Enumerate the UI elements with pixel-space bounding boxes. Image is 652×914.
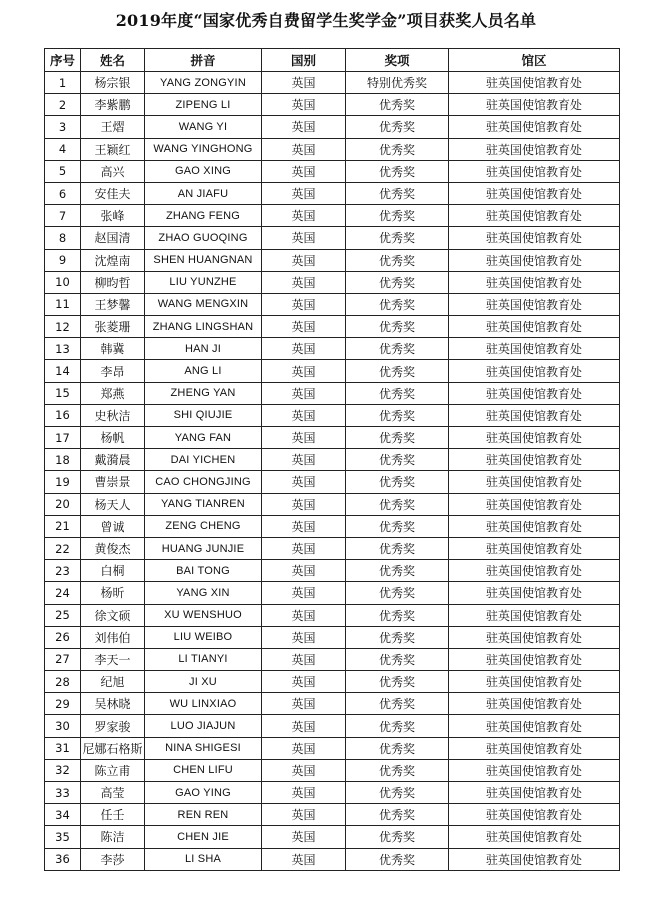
cell-country: 英国 xyxy=(262,826,346,848)
table-row xyxy=(45,848,620,870)
award-winners-table xyxy=(44,48,620,871)
cell-index: 22 xyxy=(45,537,81,559)
cell-index: 21 xyxy=(45,515,81,537)
cell-award: 优秀奖 xyxy=(346,848,449,870)
cell-pinyin: LIU WEIBO xyxy=(145,626,262,648)
cell-pinyin: LI TIANYI xyxy=(145,648,262,670)
table-row xyxy=(45,804,620,826)
header-country: 国别 xyxy=(262,49,346,72)
cell-award: 优秀奖 xyxy=(346,116,449,138)
cell-country: 英国 xyxy=(262,560,346,582)
cell-pinyin: GAO XING xyxy=(145,160,262,182)
cell-name: 赵国清 xyxy=(81,227,145,249)
cell-index: 27 xyxy=(45,648,81,670)
cell-award: 优秀奖 xyxy=(346,138,449,160)
table-row xyxy=(45,227,620,249)
table-row xyxy=(45,404,620,426)
cell-country: 英国 xyxy=(262,449,346,471)
cell-award: 优秀奖 xyxy=(346,227,449,249)
cell-name: 王熠 xyxy=(81,116,145,138)
cell-pinyin: JI XU xyxy=(145,671,262,693)
cell-country: 英国 xyxy=(262,848,346,870)
cell-name: 尼娜石格斯 xyxy=(81,737,145,759)
table-header-row xyxy=(45,49,620,72)
cell-country: 英国 xyxy=(262,648,346,670)
cell-country: 英国 xyxy=(262,316,346,338)
cell-index: 9 xyxy=(45,249,81,271)
table-row xyxy=(45,560,620,582)
cell-name: 陈立甫 xyxy=(81,759,145,781)
cell-name: 史秋洁 xyxy=(81,404,145,426)
cell-country: 英国 xyxy=(262,715,346,737)
cell-country: 英国 xyxy=(262,72,346,94)
cell-office: 驻英国使馆教育处 xyxy=(449,227,620,249)
cell-office: 驻英国使馆教育处 xyxy=(449,648,620,670)
table-row xyxy=(45,382,620,404)
table-row xyxy=(45,449,620,471)
table-row xyxy=(45,249,620,271)
cell-name: 柳昀哲 xyxy=(81,271,145,293)
table-row xyxy=(45,293,620,315)
cell-index: 7 xyxy=(45,205,81,227)
cell-name: 罗家骏 xyxy=(81,715,145,737)
cell-index: 29 xyxy=(45,693,81,715)
cell-award: 优秀奖 xyxy=(346,626,449,648)
cell-award: 优秀奖 xyxy=(346,826,449,848)
cell-index: 2 xyxy=(45,94,81,116)
cell-office: 驻英国使馆教育处 xyxy=(449,671,620,693)
cell-pinyin: ZHANG FENG xyxy=(145,205,262,227)
table-row xyxy=(45,116,620,138)
cell-office: 驻英国使馆教育处 xyxy=(449,382,620,404)
cell-pinyin: LIU YUNZHE xyxy=(145,271,262,293)
cell-pinyin: WU LINXIAO xyxy=(145,693,262,715)
table-row xyxy=(45,737,620,759)
cell-name: 杨昕 xyxy=(81,582,145,604)
cell-pinyin: YANG FAN xyxy=(145,427,262,449)
cell-index: 8 xyxy=(45,227,81,249)
header-office: 馆区 xyxy=(449,49,620,72)
cell-index: 10 xyxy=(45,271,81,293)
cell-name: 王颖红 xyxy=(81,138,145,160)
cell-index: 1 xyxy=(45,72,81,94)
cell-award: 优秀奖 xyxy=(346,515,449,537)
cell-office: 驻英国使馆教育处 xyxy=(449,737,620,759)
table-row xyxy=(45,671,620,693)
cell-pinyin: BAI TONG xyxy=(145,560,262,582)
cell-pinyin: GAO YING xyxy=(145,782,262,804)
cell-name: 任壬 xyxy=(81,804,145,826)
table-row xyxy=(45,537,620,559)
cell-country: 英国 xyxy=(262,382,346,404)
cell-office: 驻英国使馆教育处 xyxy=(449,138,620,160)
cell-pinyin: YANG ZONGYIN xyxy=(145,72,262,94)
cell-pinyin: YANG TIANREN xyxy=(145,493,262,515)
cell-country: 英国 xyxy=(262,693,346,715)
cell-office: 驻英国使馆教育处 xyxy=(449,160,620,182)
cell-pinyin: NINA SHIGESI xyxy=(145,737,262,759)
cell-country: 英国 xyxy=(262,205,346,227)
cell-index: 23 xyxy=(45,560,81,582)
cell-pinyin: HAN JI xyxy=(145,338,262,360)
cell-country: 英国 xyxy=(262,227,346,249)
cell-name: 李昂 xyxy=(81,360,145,382)
cell-pinyin: ZHANG LINGSHAN xyxy=(145,316,262,338)
cell-award: 优秀奖 xyxy=(346,404,449,426)
cell-index: 28 xyxy=(45,671,81,693)
cell-office: 驻英国使馆教育处 xyxy=(449,582,620,604)
cell-office: 驻英国使馆教育处 xyxy=(449,72,620,94)
cell-index: 16 xyxy=(45,404,81,426)
table-row xyxy=(45,648,620,670)
cell-award: 优秀奖 xyxy=(346,205,449,227)
cell-country: 英国 xyxy=(262,737,346,759)
cell-pinyin: CHEN JIE xyxy=(145,826,262,848)
cell-name: 安佳夫 xyxy=(81,182,145,204)
cell-office: 驻英国使馆教育处 xyxy=(449,804,620,826)
cell-country: 英国 xyxy=(262,293,346,315)
cell-country: 英国 xyxy=(262,582,346,604)
cell-office: 驻英国使馆教育处 xyxy=(449,205,620,227)
cell-award: 优秀奖 xyxy=(346,382,449,404)
table-row xyxy=(45,316,620,338)
cell-name: 徐文硕 xyxy=(81,604,145,626)
cell-index: 17 xyxy=(45,427,81,449)
cell-index: 11 xyxy=(45,293,81,315)
cell-award: 优秀奖 xyxy=(346,648,449,670)
table-row xyxy=(45,604,620,626)
table-row xyxy=(45,205,620,227)
cell-country: 英国 xyxy=(262,427,346,449)
cell-country: 英国 xyxy=(262,604,346,626)
cell-name: 韩冀 xyxy=(81,338,145,360)
cell-award: 优秀奖 xyxy=(346,271,449,293)
cell-award: 优秀奖 xyxy=(346,537,449,559)
table-row xyxy=(45,493,620,515)
cell-name: 高莹 xyxy=(81,782,145,804)
cell-index: 13 xyxy=(45,338,81,360)
cell-award: 优秀奖 xyxy=(346,804,449,826)
cell-office: 驻英国使馆教育处 xyxy=(449,338,620,360)
table-row xyxy=(45,471,620,493)
cell-index: 19 xyxy=(45,471,81,493)
cell-country: 英国 xyxy=(262,404,346,426)
cell-country: 英国 xyxy=(262,759,346,781)
cell-index: 32 xyxy=(45,759,81,781)
cell-name: 黄俊杰 xyxy=(81,537,145,559)
cell-office: 驻英国使馆教育处 xyxy=(449,848,620,870)
cell-index: 6 xyxy=(45,182,81,204)
cell-award: 优秀奖 xyxy=(346,671,449,693)
cell-pinyin: ZENG CHENG xyxy=(145,515,262,537)
table-row xyxy=(45,160,620,182)
cell-index: 24 xyxy=(45,582,81,604)
cell-office: 驻英国使馆教育处 xyxy=(449,94,620,116)
cell-office: 驻英国使馆教育处 xyxy=(449,604,620,626)
cell-country: 英国 xyxy=(262,338,346,360)
cell-country: 英国 xyxy=(262,138,346,160)
table-row xyxy=(45,138,620,160)
cell-country: 英国 xyxy=(262,804,346,826)
table-row xyxy=(45,515,620,537)
cell-country: 英国 xyxy=(262,160,346,182)
cell-index: 33 xyxy=(45,782,81,804)
cell-name: 沈煌南 xyxy=(81,249,145,271)
cell-pinyin: YANG XIN xyxy=(145,582,262,604)
cell-index: 25 xyxy=(45,604,81,626)
table-row xyxy=(45,826,620,848)
header-pinyin: 拼音 xyxy=(145,49,262,72)
cell-name: 李天一 xyxy=(81,648,145,670)
cell-index: 4 xyxy=(45,138,81,160)
cell-award: 特别优秀奖 xyxy=(346,72,449,94)
cell-pinyin: ZHAO GUOQING xyxy=(145,227,262,249)
cell-award: 优秀奖 xyxy=(346,693,449,715)
cell-country: 英国 xyxy=(262,671,346,693)
cell-award: 优秀奖 xyxy=(346,316,449,338)
table-row xyxy=(45,759,620,781)
cell-pinyin: ZHENG YAN xyxy=(145,382,262,404)
cell-country: 英国 xyxy=(262,537,346,559)
cell-office: 驻英国使馆教育处 xyxy=(449,759,620,781)
cell-country: 英国 xyxy=(262,116,346,138)
cell-name: 李莎 xyxy=(81,848,145,870)
cell-index: 12 xyxy=(45,316,81,338)
cell-index: 34 xyxy=(45,804,81,826)
cell-pinyin: LI SHA xyxy=(145,848,262,870)
cell-award: 优秀奖 xyxy=(346,582,449,604)
cell-office: 驻英国使馆教育处 xyxy=(449,449,620,471)
cell-office: 驻英国使馆教育处 xyxy=(449,826,620,848)
cell-pinyin: WANG YINGHONG xyxy=(145,138,262,160)
cell-office: 驻英国使馆教育处 xyxy=(449,116,620,138)
cell-office: 驻英国使馆教育处 xyxy=(449,316,620,338)
table-row xyxy=(45,693,620,715)
cell-award: 优秀奖 xyxy=(346,715,449,737)
cell-pinyin: XU WENSHUO xyxy=(145,604,262,626)
table-row xyxy=(45,271,620,293)
cell-pinyin: WANG YI xyxy=(145,116,262,138)
cell-pinyin: AN JIAFU xyxy=(145,182,262,204)
cell-pinyin: SHI QIUJIE xyxy=(145,404,262,426)
cell-index: 18 xyxy=(45,449,81,471)
table-row xyxy=(45,72,620,94)
cell-office: 驻英国使馆教育处 xyxy=(449,182,620,204)
cell-name: 纪旭 xyxy=(81,671,145,693)
cell-pinyin: ANG LI xyxy=(145,360,262,382)
cell-name: 曾诚 xyxy=(81,515,145,537)
cell-pinyin: LUO JIAJUN xyxy=(145,715,262,737)
cell-name: 陈洁 xyxy=(81,826,145,848)
cell-office: 驻英国使馆教育处 xyxy=(449,626,620,648)
cell-name: 张菱珊 xyxy=(81,316,145,338)
cell-office: 驻英国使馆教育处 xyxy=(449,560,620,582)
cell-country: 英国 xyxy=(262,271,346,293)
cell-office: 驻英国使馆教育处 xyxy=(449,404,620,426)
cell-name: 张峰 xyxy=(81,205,145,227)
table-row xyxy=(45,94,620,116)
cell-index: 30 xyxy=(45,715,81,737)
cell-office: 驻英国使馆教育处 xyxy=(449,249,620,271)
cell-office: 驻英国使馆教育处 xyxy=(449,515,620,537)
cell-country: 英国 xyxy=(262,782,346,804)
cell-index: 15 xyxy=(45,382,81,404)
cell-name: 杨帆 xyxy=(81,427,145,449)
cell-award: 优秀奖 xyxy=(346,360,449,382)
cell-award: 优秀奖 xyxy=(346,759,449,781)
cell-office: 驻英国使馆教育处 xyxy=(449,293,620,315)
header-award: 奖项 xyxy=(346,49,449,72)
table-row xyxy=(45,715,620,737)
cell-index: 20 xyxy=(45,493,81,515)
table-row xyxy=(45,338,620,360)
cell-country: 英国 xyxy=(262,249,346,271)
cell-country: 英国 xyxy=(262,471,346,493)
cell-country: 英国 xyxy=(262,94,346,116)
cell-office: 驻英国使馆教育处 xyxy=(449,693,620,715)
cell-award: 优秀奖 xyxy=(346,94,449,116)
cell-name: 王梦馨 xyxy=(81,293,145,315)
table-row xyxy=(45,427,620,449)
table-row xyxy=(45,626,620,648)
cell-index: 36 xyxy=(45,848,81,870)
cell-country: 英国 xyxy=(262,360,346,382)
cell-office: 驻英国使馆教育处 xyxy=(449,493,620,515)
cell-name: 曹崇景 xyxy=(81,471,145,493)
cell-index: 14 xyxy=(45,360,81,382)
cell-pinyin: SHEN HUANGNAN xyxy=(145,249,262,271)
table-row xyxy=(45,360,620,382)
cell-office: 驻英国使馆教育处 xyxy=(449,271,620,293)
cell-award: 优秀奖 xyxy=(346,182,449,204)
cell-country: 英国 xyxy=(262,493,346,515)
cell-index: 35 xyxy=(45,826,81,848)
table-row xyxy=(45,782,620,804)
cell-name: 白桐 xyxy=(81,560,145,582)
cell-name: 杨天人 xyxy=(81,493,145,515)
cell-pinyin: DAI YICHEN xyxy=(145,449,262,471)
cell-office: 驻英国使馆教育处 xyxy=(449,360,620,382)
cell-office: 驻英国使馆教育处 xyxy=(449,537,620,559)
cell-pinyin: CHEN LIFU xyxy=(145,759,262,781)
cell-index: 31 xyxy=(45,737,81,759)
cell-name: 杨宗银 xyxy=(81,72,145,94)
cell-name: 刘伟伯 xyxy=(81,626,145,648)
cell-name: 郑燕 xyxy=(81,382,145,404)
cell-pinyin: HUANG JUNJIE xyxy=(145,537,262,559)
table-body xyxy=(45,72,620,871)
cell-pinyin: REN REN xyxy=(145,804,262,826)
cell-award: 优秀奖 xyxy=(346,427,449,449)
cell-index: 26 xyxy=(45,626,81,648)
cell-award: 优秀奖 xyxy=(346,338,449,360)
cell-award: 优秀奖 xyxy=(346,449,449,471)
document-title: 2019年度“国家优秀自费留学生奖学金”项目获奖人员名单 xyxy=(115,11,537,30)
cell-name: 高兴 xyxy=(81,160,145,182)
header-index: 序号 xyxy=(45,49,81,72)
header-name: 姓名 xyxy=(81,49,145,72)
cell-office: 驻英国使馆教育处 xyxy=(449,471,620,493)
table-row xyxy=(45,182,620,204)
cell-award: 优秀奖 xyxy=(346,737,449,759)
table-row xyxy=(45,582,620,604)
cell-country: 英国 xyxy=(262,182,346,204)
cell-pinyin: ZIPENG LI xyxy=(145,94,262,116)
cell-name: 戴漪晨 xyxy=(81,449,145,471)
cell-award: 优秀奖 xyxy=(346,471,449,493)
cell-award: 优秀奖 xyxy=(346,560,449,582)
cell-award: 优秀奖 xyxy=(346,782,449,804)
cell-office: 驻英国使馆教育处 xyxy=(449,715,620,737)
cell-award: 优秀奖 xyxy=(346,249,449,271)
cell-award: 优秀奖 xyxy=(346,493,449,515)
cell-award: 优秀奖 xyxy=(346,293,449,315)
cell-index: 3 xyxy=(45,116,81,138)
cell-office: 驻英国使馆教育处 xyxy=(449,427,620,449)
cell-name: 李紫鹏 xyxy=(81,94,145,116)
cell-name: 吴林晓 xyxy=(81,693,145,715)
cell-country: 英国 xyxy=(262,626,346,648)
cell-pinyin: CAO CHONGJING xyxy=(145,471,262,493)
cell-pinyin: WANG MENGXIN xyxy=(145,293,262,315)
cell-country: 英国 xyxy=(262,515,346,537)
cell-index: 5 xyxy=(45,160,81,182)
cell-office: 驻英国使馆教育处 xyxy=(449,782,620,804)
cell-award: 优秀奖 xyxy=(346,160,449,182)
cell-award: 优秀奖 xyxy=(346,604,449,626)
